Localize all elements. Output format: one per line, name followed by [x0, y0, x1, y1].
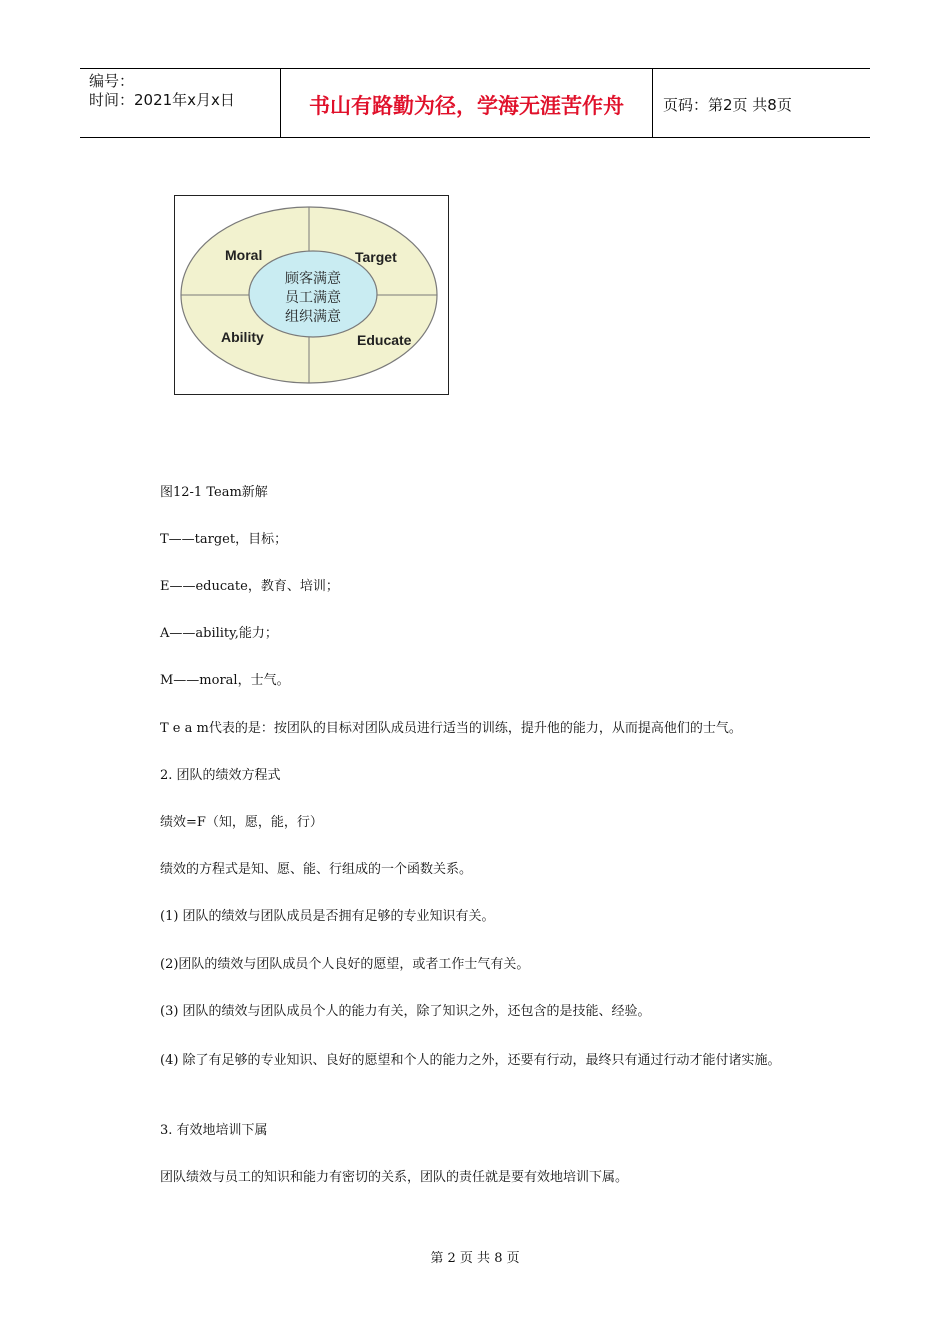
center-line-employee: 员工满意	[285, 290, 341, 306]
figure-caption: 图12-1 Team新解	[160, 485, 268, 500]
target-label: Target	[355, 249, 397, 265]
formula-description: 绩效的方程式是知、愿、能、行组成的一个函数关系。	[160, 862, 473, 877]
section-3-title: 3. 有效地培训下属	[160, 1123, 268, 1138]
ability-label: Ability	[221, 329, 264, 345]
item-1: (1) 团队的绩效与团队成员是否拥有足够的专业知识有关。	[160, 909, 495, 924]
header-motto: 书山有路勤为径，学海无涯苦作舟	[281, 69, 653, 137]
moral-label: Moral	[225, 247, 263, 263]
header-meta	[80, 69, 281, 137]
time-label: 时间：2021年x月x日	[89, 91, 235, 109]
section-3-text: 团队绩效与员工的知识和能力有密切的关系，团队的责任就是要有效地培训下属。	[160, 1170, 629, 1185]
number-label: 编号：	[89, 72, 135, 90]
educate-label: Educate	[357, 332, 412, 348]
team-diagram-svg	[175, 196, 447, 393]
center-line-organization: 组织满意	[285, 309, 341, 325]
m-definition: M——moral，士气。	[160, 673, 290, 688]
t-definition: T——target，目标；	[160, 532, 288, 547]
item-3: (3) 团队的绩效与团队成员个人的能力有关，除了知识之外，还包含的是技能、经验。	[160, 1004, 651, 1019]
a-definition: A——ability,能力；	[160, 626, 278, 641]
header-page-info: 页码：第2页 共8页	[663, 96, 792, 114]
team-diagram	[174, 195, 449, 395]
section-2-title: 2. 团队的绩效方程式	[160, 768, 281, 783]
team-meaning: T e a m代表的是：按团队的目标对团队成员进行适当的训练，提升他的能力，从而提高他们的士气。	[160, 721, 742, 736]
item-2: (2)团队的绩效与团队成员个人良好的愿望，或者工作士气有关。	[160, 957, 530, 972]
page-footer: 第 2 页 共 8 页	[430, 1251, 520, 1266]
performance-formula: 绩效=F（知，愿，能，行）	[160, 815, 323, 830]
center-line-customer: 顾客满意	[285, 271, 341, 287]
item-4: (4) 除了有足够的专业知识、良好的愿望和个人的能力之外，还要有行动，最终只有通过行动才能付诸实施。	[160, 1053, 781, 1068]
page-header	[80, 68, 870, 138]
e-definition: E——educate，教育、培训；	[160, 579, 339, 594]
